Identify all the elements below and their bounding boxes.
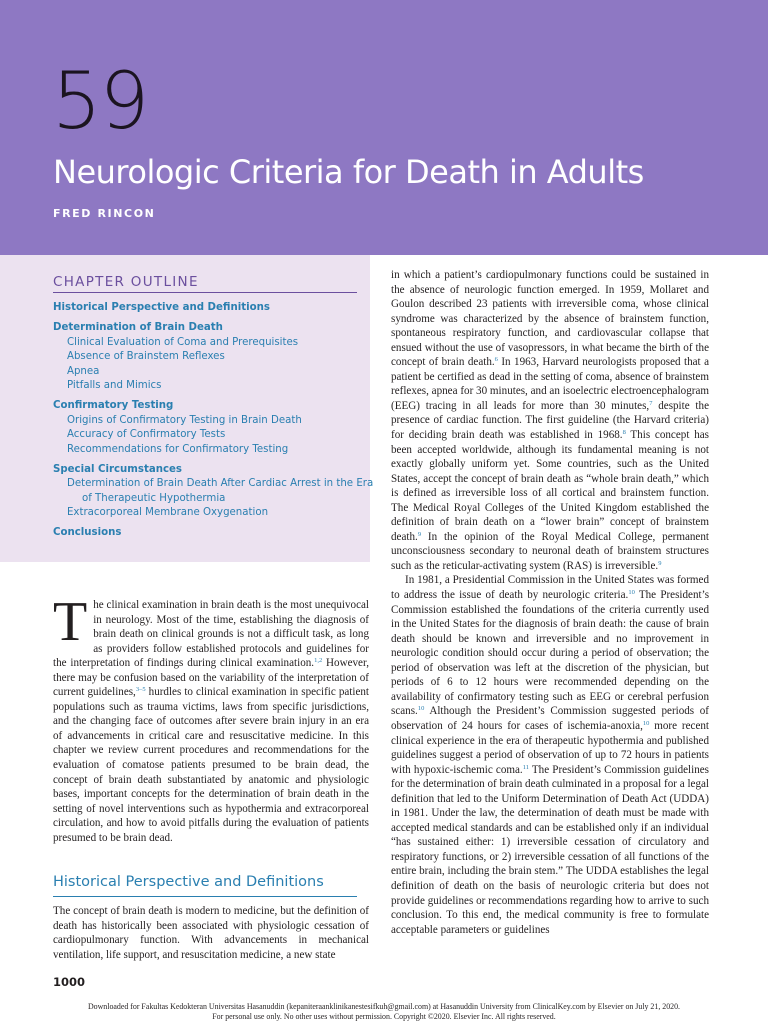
section-paragraph: The concept of brain death is modern to medicine, but the definition of death has historically been associated with physiologic cessation of cardiopulmonary function. With advancements in mechanical ventilation, life support, and resuscitation medicine, a new state [53, 905, 369, 961]
paragraph: in which a patient’s cardiopulmonary functions could be sustained in the absence of neurologic function emerged. In 1959, Mollaret and Goulon described 23 patients with irreversible coma, whose clinical syndrome was characterized by the absence of brainstem function, spontaneous respiratory function, and cardiovascular collapse that ensued without the use of vasopressors, in what became the birth of the concept of brain death.$^6$ In 1963, Harvard neurologists proposed that a patient be certified as dead in the setting of coma, absence of brainstem reflexes, apnea for 30 minutes, and an isoelectric electroencephalogram (EEG) tracing in all leads for more than 30 minutes,$^7$ despite the presence of cardiac function. The first guideline (the Harvard criteria) for deciding brain death was established in 1968.$^8$ This concept has been accepted worldwide, although its fundamental meaning is not exactly globally uniform yet. Some countries, such as the United States, accept the concept of brain death as “whole brain death,” which is defined as irreversible loss of all cortical and brainstem function. The Medical Royal Colleges of the United Kingdom established the definition of brain death on a “lower brain” concept of brainstem death.$^9$ In the opinion of the Royal Medical College, permanent unconsciousness secondary to neuronal death of brainstem structures such as the reticular-activating system (RAS) is irreversible.$^9$ [391, 269, 709, 572]
chapter-outline-heading: CHAPTER OUTLINE [53, 274, 199, 290]
reference-link[interactable]: 10 [417, 705, 425, 713]
outline-subsection-link[interactable]: Origins of Confirmatory Testing in Brain Death [67, 414, 302, 426]
reference-link[interactable]: 6 [494, 356, 498, 364]
outline-subsection-link[interactable]: Accuracy of Confirmatory Tests [67, 429, 226, 440]
outline-divider [53, 292, 357, 293]
page-number: 1000 [53, 975, 86, 989]
chapter-number: 59 [52, 57, 148, 147]
section-heading: Historical Perspective and Definitions [53, 874, 324, 890]
outline-section-link[interactable]: Determination of Brain Death [53, 322, 223, 333]
reference-link[interactable]: 9 [658, 559, 662, 567]
left-column-section-text [53, 904, 369, 962]
outline-section-link[interactable]: Confirmatory Testing [53, 400, 174, 411]
outline-subsection-link[interactable]: Recommendations for Confirmatory Testing [67, 443, 289, 455]
reference-link[interactable]: 10 [642, 719, 650, 727]
section-divider [53, 896, 357, 897]
outline-subsection-link[interactable]: Pitfalls and Mimics [67, 380, 162, 391]
reference-link[interactable]: 7 [649, 399, 653, 407]
outline-subsection-link[interactable]: Determination of Brain Death After Cardiac Arrest in the Era [67, 478, 374, 489]
outline-subsection-link[interactable]: Clinical Evaluation of Coma and Prerequisites [67, 336, 299, 348]
intro-paragraph: The clinical examination in brain death is the most unequivocal in neurology. Most of the time, establishing the diagnosis of brain death on clinical grounds is not a difficult task, as long as providers follow established protocols and guidelines for the interpretation of findings during clinical examination.$^{1,2}$ However, there may be confusion based on the variability of the interpretation of current guidelines,$^{3-5}$ hurdles to clinical examination in specific patient populations such as trauma victims, laws from specific jurisdictions, and the changing face of outcomes after severe brain injury in an era of advancements in critical care and resuscitative medicine. In this chapter we review current procedures and recommendations for the evaluation of comatose patients presumed to be brain dead, the concept of brain death substantiated by anatomic and physiologic bases, important concepts for the determination of brain death in the setting of novel interventions such as hypothermia and extracorporeal circulation, and how to avoid pitfalls during the evaluation of patients presumed to be brain dead. [53, 591, 370, 844]
paragraph: In 1981, a Presidential Commission in the United States was formed to address the issue of death by neurologic criteria.$^{10}$ The President’s Commission established the foundations of the criteria currently used in the United States for the diagnosis of brain death: the cause of brain death should be known and irreversible and no improvement in neurologic condition should occur during a period of observation; the period of observation was left at the discretion of the physician, but periods of 6 to 12 hours were recommended depending on the availability of confirmatory testing such as EEG or cerebral perfusion scans.$^{10}$ Although the President’s Commission suggested periods of observation of 24 hours for cases of ischemia-anoxia,$^{10}$ more recent clinical experience in the era of therapeutic hypothermia and published guidelines suggest a period of observation of up to 72 hours in patients with hypoxic-ischemic coma.$^{11}$ The President’s Commission guidelines for the determination of brain death culminated in a proposal for a legal definition that led to the Uniform Determination of Death Act (UDDA) in 1981. Under the law, the determination of death must be made with accepted medical standards and can be established only if an individual “has sustained either: 1) irreversible cessation of circulatory and respiratory functions, or 2) irreversible cessation of all functions of the entire brain, including the brain stem.” The UDDA establishes the legal definition of death on the basis of neurologic criteria but does not provide guidelines or recommendations regarding how to arrive to such conclusion. To this end, the medical community is free to formulate acceptable parameters or guidelines [391, 574, 710, 936]
reference-link[interactable]: 10 [628, 589, 635, 597]
footer-download-notice: Downloaded for Fakultas Kedokteran Universitas Hasanuddin (kepaniteraanklinikanestesifkuh@gmail.com) at Hasanuddin University from ClinicalKey.com by Elsevier on July 21, 2020. [87, 1002, 681, 1011]
reference-link[interactable]: 3–5 [135, 686, 146, 694]
footer-copyright: For personal use only. No other uses without permission. Copyright ©2020. Elsevier Inc. All rights reserved. [212, 1012, 556, 1021]
reference-link[interactable]: 8 [622, 429, 626, 437]
outline-subsection-link[interactable]: Apnea [67, 365, 100, 377]
outline-section-link[interactable]: Conclusions [53, 527, 122, 538]
reference-link[interactable]: 9 [417, 530, 422, 538]
left-column-intro [53, 591, 370, 845]
chapter-title: Neurologic Criteria for Death in Adults [53, 153, 644, 191]
reference-link[interactable]: 11 [522, 763, 529, 771]
chapter-author: FRED RINCON [53, 207, 156, 220]
drop-cap: T [53, 591, 88, 653]
outline-subsection-link[interactable]: Absence of Brainstem Reflexes [67, 351, 225, 362]
outline-section-link[interactable]: Special Circumstances [53, 463, 182, 475]
right-column [391, 268, 709, 937]
reference-link[interactable]: 1,2 [314, 657, 323, 665]
outline-subsection-link[interactable]: Extracorporeal Membrane Oxygenation [67, 507, 269, 518]
outline-section-link[interactable]: Historical Perspective and Definitions [53, 302, 270, 313]
outline-subsection-link[interactable]: of Therapeutic Hypothermia [82, 492, 226, 504]
